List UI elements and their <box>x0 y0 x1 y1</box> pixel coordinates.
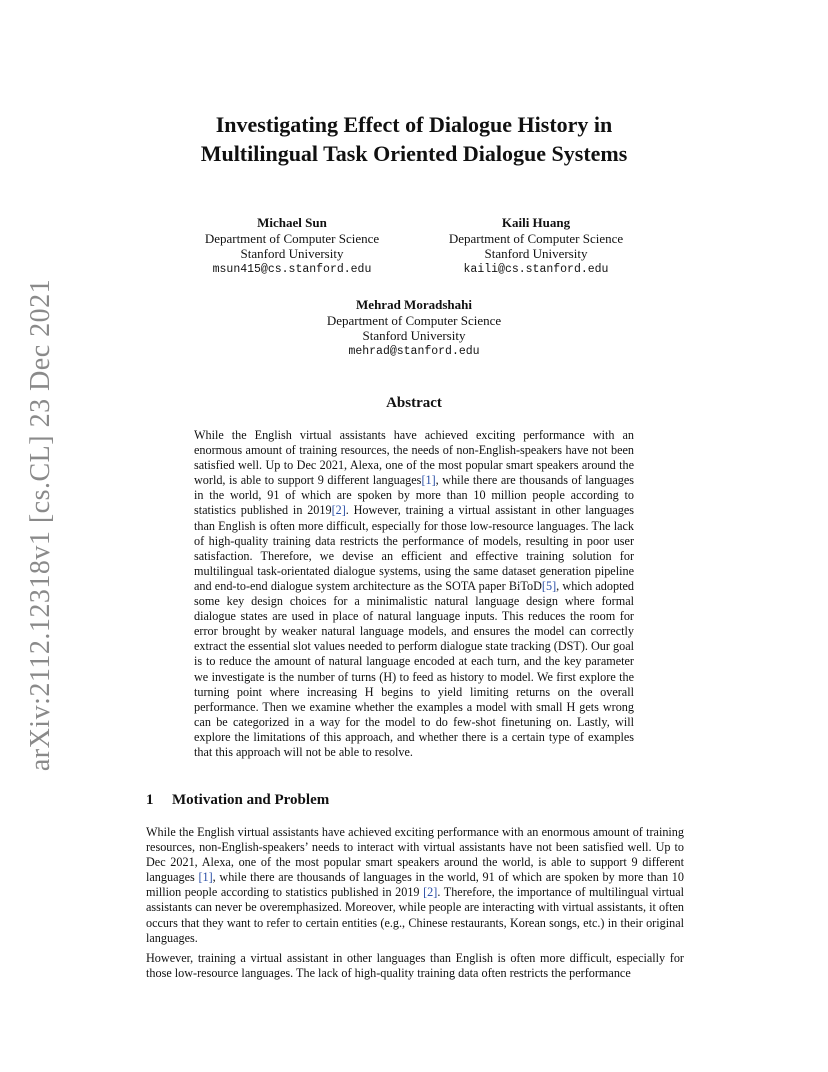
citation-link[interactable]: [1] <box>421 473 436 488</box>
citation-link[interactable]: [2] <box>331 503 346 518</box>
section-number: 1 <box>146 792 154 808</box>
author-university: Stanford University <box>362 328 466 343</box>
author-name: Mehrad Moradshahi <box>356 297 472 312</box>
author-block <box>304 297 524 359</box>
section-heading <box>146 792 329 809</box>
citation-link[interactable]: [2] <box>423 885 438 900</box>
author-university: Stanford University <box>240 246 344 261</box>
author-block <box>182 215 402 277</box>
body-text-part: While the English virtual assistants have achieved exciting performance with an enormous amount of training resources, non-English-speakers’ needs to interact with virtual assistants have not been satisfied well. Up to Dec 2021, Alexa, one of the most popular smart speakers around the world, is able to support 9 different languages <box>146 825 684 885</box>
author-block <box>426 215 646 277</box>
arxiv-stamp <box>22 278 60 772</box>
paper-title <box>0 110 828 168</box>
abstract-text-part: , which adopted some key design choices for a minimalistic natural language design where formal dialogue states are used in place of natural language inputs. This reduces the room for error brought by weaker natural language models, and ensures the model can correctly extract the essential slot values needed to perform dialogue state tracking (DST). Our goal is to reduce the amount of natural language encoded at each turn, and the key parameter we investigate is the number of turns (H) to feed as history to model. We first explore the turning point where increasing H begins to yield limiting returns on the overall performance. Then we examine whether the examples a model with small H gets wrong can be categorized in a way for the model to do few-shot finetuning on. Lastly, will explore the limitations of this approach, and whether there is a certain type of examples that this approach will not be able to resolve. <box>194 578 634 759</box>
abstract-text-part: , while there are thousands of languages in the world, 91 of which are spoken by more than 10 million people according to statistics published in 2019 <box>194 473 635 518</box>
body-text-part: . Therefore, the importance of multilingual virtual assistants can never be overemphasized. Moreover, while people are interacting with virtual assistants, it often occurs that they want to refer to certain entities (e.g., Chinese restaurants, Korean songs, etc.) in their original languages. <box>146 885 685 945</box>
author-name: Kaili Huang <box>501 215 571 230</box>
paper-title-line1: Investigating Effect of Dialogue History in <box>215 112 613 137</box>
paper-title-line2: Multilingual Task Oriented Dialogue Systems <box>200 141 628 166</box>
abstract-text-part: . However, training a virtual assistant in other languages than English is often more difficult, especially for those low-resource languages. The lack of high-quality training data restricts the performance of models, resulting in poor user satisfaction. Therefore, we devise an efficient and effective training solution for multilingual task-orientated dialogue systems, using the same dataset generation pipeline and end-to-end dialogue system architecture as the SOTA paper BiToD <box>194 503 634 593</box>
author-email: kaili@cs.stanford.edu <box>463 262 609 276</box>
author-name: Michael Sun <box>257 215 327 230</box>
author-email: mehrad@stanford.edu <box>348 344 480 358</box>
author-email: msun415@cs.stanford.edu <box>212 262 372 276</box>
section-title: Motivation and Problem <box>172 792 330 808</box>
author-department: Department of Computer Science <box>448 230 624 246</box>
abstract-text <box>194 428 634 760</box>
author-university: Stanford University <box>484 246 588 261</box>
arxiv-stamp-text: arXiv:2112.12318v1 [cs.CL] 23 Dec 2021 <box>25 278 57 772</box>
citation-link[interactable]: [5] <box>541 578 557 593</box>
author-department: Department of Computer Science <box>204 230 380 246</box>
body-paragraph: However, training a virtual assistant in other languages than English is often more difficult, especially for those low-resource languages. The lack of high-quality training data often restricts the performance <box>146 951 684 981</box>
body-paragraph <box>146 825 684 946</box>
citation-link[interactable]: [1] <box>198 870 213 885</box>
abstract-heading: Abstract <box>386 395 442 411</box>
author-department: Department of Computer Science <box>326 312 502 328</box>
body-text-part: , while there are thousands of languages in the world, 91 of which are spoken by more than 10 million people according to statistics published in 2019 <box>146 870 684 900</box>
abstract-text-part: While the English virtual assistants have achieved exciting performance with an enormous amount of training resources, the needs of non-English-speakers have not been satisfied well. Up to Dec 2021, Alexa, one of the most popular smart speakers around the world, is able to support 9 different languages <box>194 428 634 488</box>
